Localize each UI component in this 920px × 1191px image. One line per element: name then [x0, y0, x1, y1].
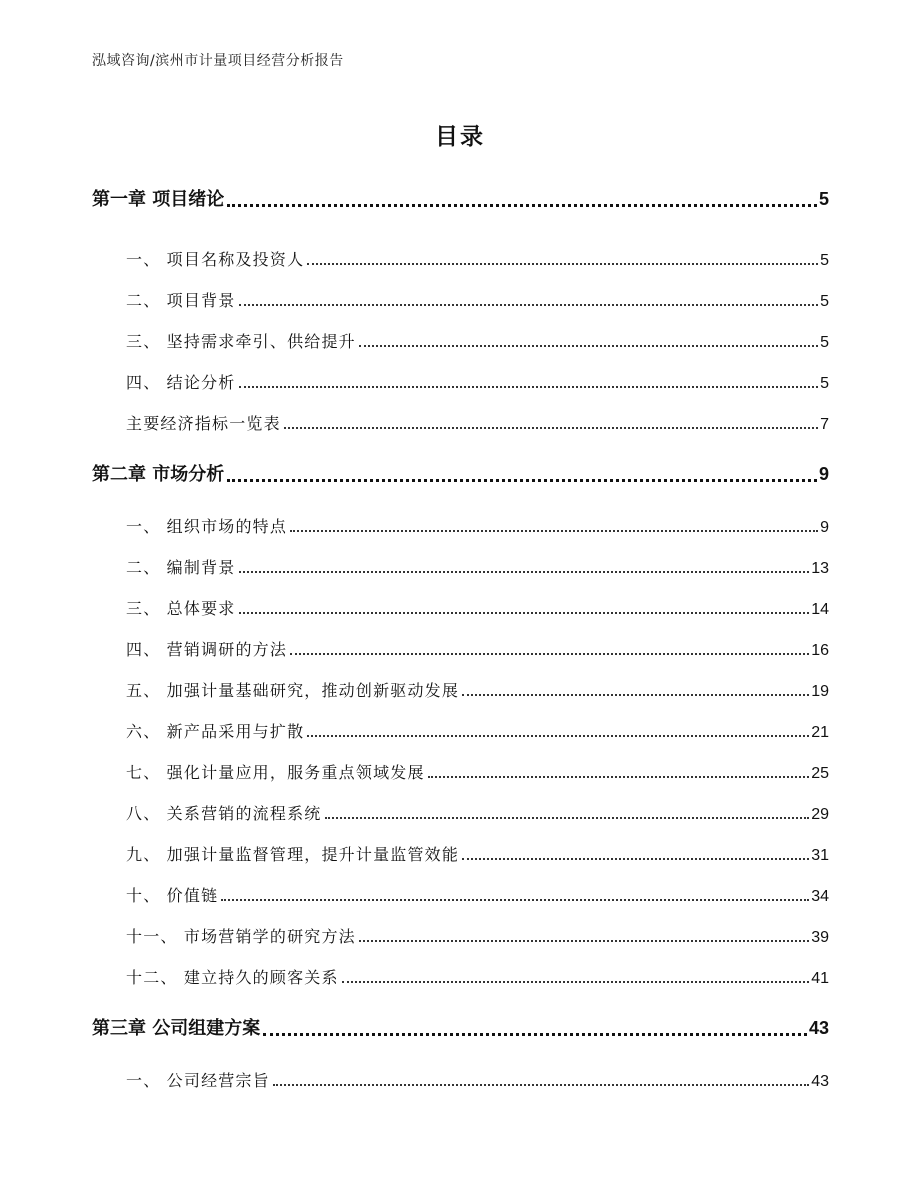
toc-entry-label: 三、 总体要求: [126, 599, 236, 618]
toc-section-entry[interactable]: [126, 883, 829, 906]
toc-entry-label: 十一、 市场营销学的研究方法: [126, 927, 356, 946]
toc-entry-label: 九、 加强计量监督管理，提升计量监管效能: [126, 845, 460, 864]
dot-leader: [342, 981, 810, 983]
toc-section-entry[interactable]: [126, 637, 829, 660]
toc-entry-page: 5: [818, 189, 829, 209]
toc-section-entry[interactable]: [126, 924, 829, 947]
dot-leader: [359, 345, 818, 347]
dot-leader: [227, 204, 817, 207]
toc-entry-page: 39: [811, 929, 829, 946]
toc-chapter-entry[interactable]: [92, 185, 829, 211]
dot-leader: [263, 1033, 807, 1036]
dot-leader: [221, 899, 809, 901]
toc-entry-label: 七、 强化计量应用，服务重点领域发展: [126, 763, 425, 782]
toc-entry-label: 十二、 建立持久的顾客关系: [126, 968, 339, 987]
toc-entry-page: 5: [820, 375, 829, 392]
toc-section-entry[interactable]: [126, 596, 829, 619]
toc-entry-page: 5: [820, 252, 829, 269]
toc-entry-label: 四、 结论分析: [126, 373, 236, 392]
toc-chapter-entry[interactable]: [92, 1014, 829, 1040]
toc-entry-page: 5: [820, 293, 829, 310]
toc-entry-page: 43: [811, 1073, 829, 1090]
toc-entry-label: 一、 项目名称及投资人: [126, 250, 305, 269]
dot-leader: [239, 571, 810, 573]
toc-entry-label: 一、 组织市场的特点: [126, 517, 288, 536]
toc-section-entry[interactable]: [126, 370, 829, 393]
toc-section-entry[interactable]: [126, 411, 829, 434]
toc-section-entry[interactable]: [126, 801, 829, 824]
toc-chapter-entry[interactable]: [92, 460, 829, 486]
toc-entry-label: 三、 坚持需求牵引、供给提升: [126, 332, 356, 351]
toc-entry-label: 二、 项目背景: [126, 291, 236, 310]
toc-entry-label: 五、 加强计量基础研究，推动创新驱动发展: [126, 681, 460, 700]
dot-leader: [290, 653, 809, 655]
toc-entry-page: 31: [811, 847, 829, 864]
toc-entry-page: 13: [811, 560, 829, 577]
toc-section-entry[interactable]: [126, 842, 829, 865]
dot-leader: [462, 694, 809, 696]
toc-section-entry[interactable]: [126, 760, 829, 783]
toc-entry-page: 19: [811, 683, 829, 700]
toc-entry-label: 第三章 公司组建方案: [92, 1018, 261, 1039]
toc-section-entry[interactable]: [126, 288, 829, 311]
page-header: 泓域咨询/滨州市计量项目经营分析报告: [92, 53, 344, 69]
toc-section-entry[interactable]: [126, 678, 829, 701]
dot-leader: [428, 776, 810, 778]
dot-leader: [239, 304, 819, 306]
toc-section-entry[interactable]: [126, 555, 829, 578]
toc-entry-page: 9: [818, 464, 829, 484]
toc-entry-label: 第二章 市场分析: [92, 464, 225, 485]
dot-leader: [239, 612, 810, 614]
dot-leader: [284, 427, 818, 429]
toc-entry-page: 25: [811, 765, 829, 782]
dot-leader: [359, 940, 809, 942]
dot-leader: [227, 479, 817, 482]
dot-leader: [325, 817, 810, 819]
toc-section-entry[interactable]: [126, 329, 829, 352]
toc-entry-label: 一、 公司经营宗旨: [126, 1071, 270, 1090]
toc-entry-label: 二、 编制背景: [126, 558, 236, 577]
toc-section-entry[interactable]: [126, 247, 829, 270]
dot-leader: [307, 263, 818, 265]
toc-section-entry[interactable]: [126, 1068, 829, 1091]
dot-leader: [307, 735, 809, 737]
toc-entry-page: 43: [808, 1018, 829, 1038]
dot-leader: [239, 386, 819, 388]
toc-entry-page: 41: [811, 970, 829, 987]
toc-entry-page: 5: [820, 334, 829, 351]
dot-leader: [290, 530, 818, 532]
toc-entry-page: 34: [811, 888, 829, 905]
toc-entry-page: 29: [811, 806, 829, 823]
toc-section-entry[interactable]: [126, 965, 829, 988]
dot-leader: [462, 858, 809, 860]
toc-entry-page: 9: [820, 519, 829, 536]
toc-entry-page: 14: [811, 601, 829, 618]
toc-title: 目录: [435, 124, 485, 150]
toc-section-entry[interactable]: [126, 514, 829, 537]
toc-entry-label: 四、 营销调研的方法: [126, 640, 288, 659]
dot-leader: [273, 1084, 809, 1086]
toc-entry-label: 第一章 项目绪论: [92, 189, 225, 210]
toc-entry-label: 八、 关系营销的流程系统: [126, 804, 322, 823]
toc-section-entry[interactable]: [126, 719, 829, 742]
toc-entry-label: 主要经济指标一览表: [126, 414, 281, 433]
toc-entry-label: 六、 新产品采用与扩散: [126, 722, 305, 741]
toc-entry-page: 21: [811, 724, 829, 741]
toc-entry-page: 16: [811, 642, 829, 659]
toc-entry-page: 7: [820, 416, 829, 433]
toc-entry-label: 十、 价值链: [126, 886, 219, 905]
